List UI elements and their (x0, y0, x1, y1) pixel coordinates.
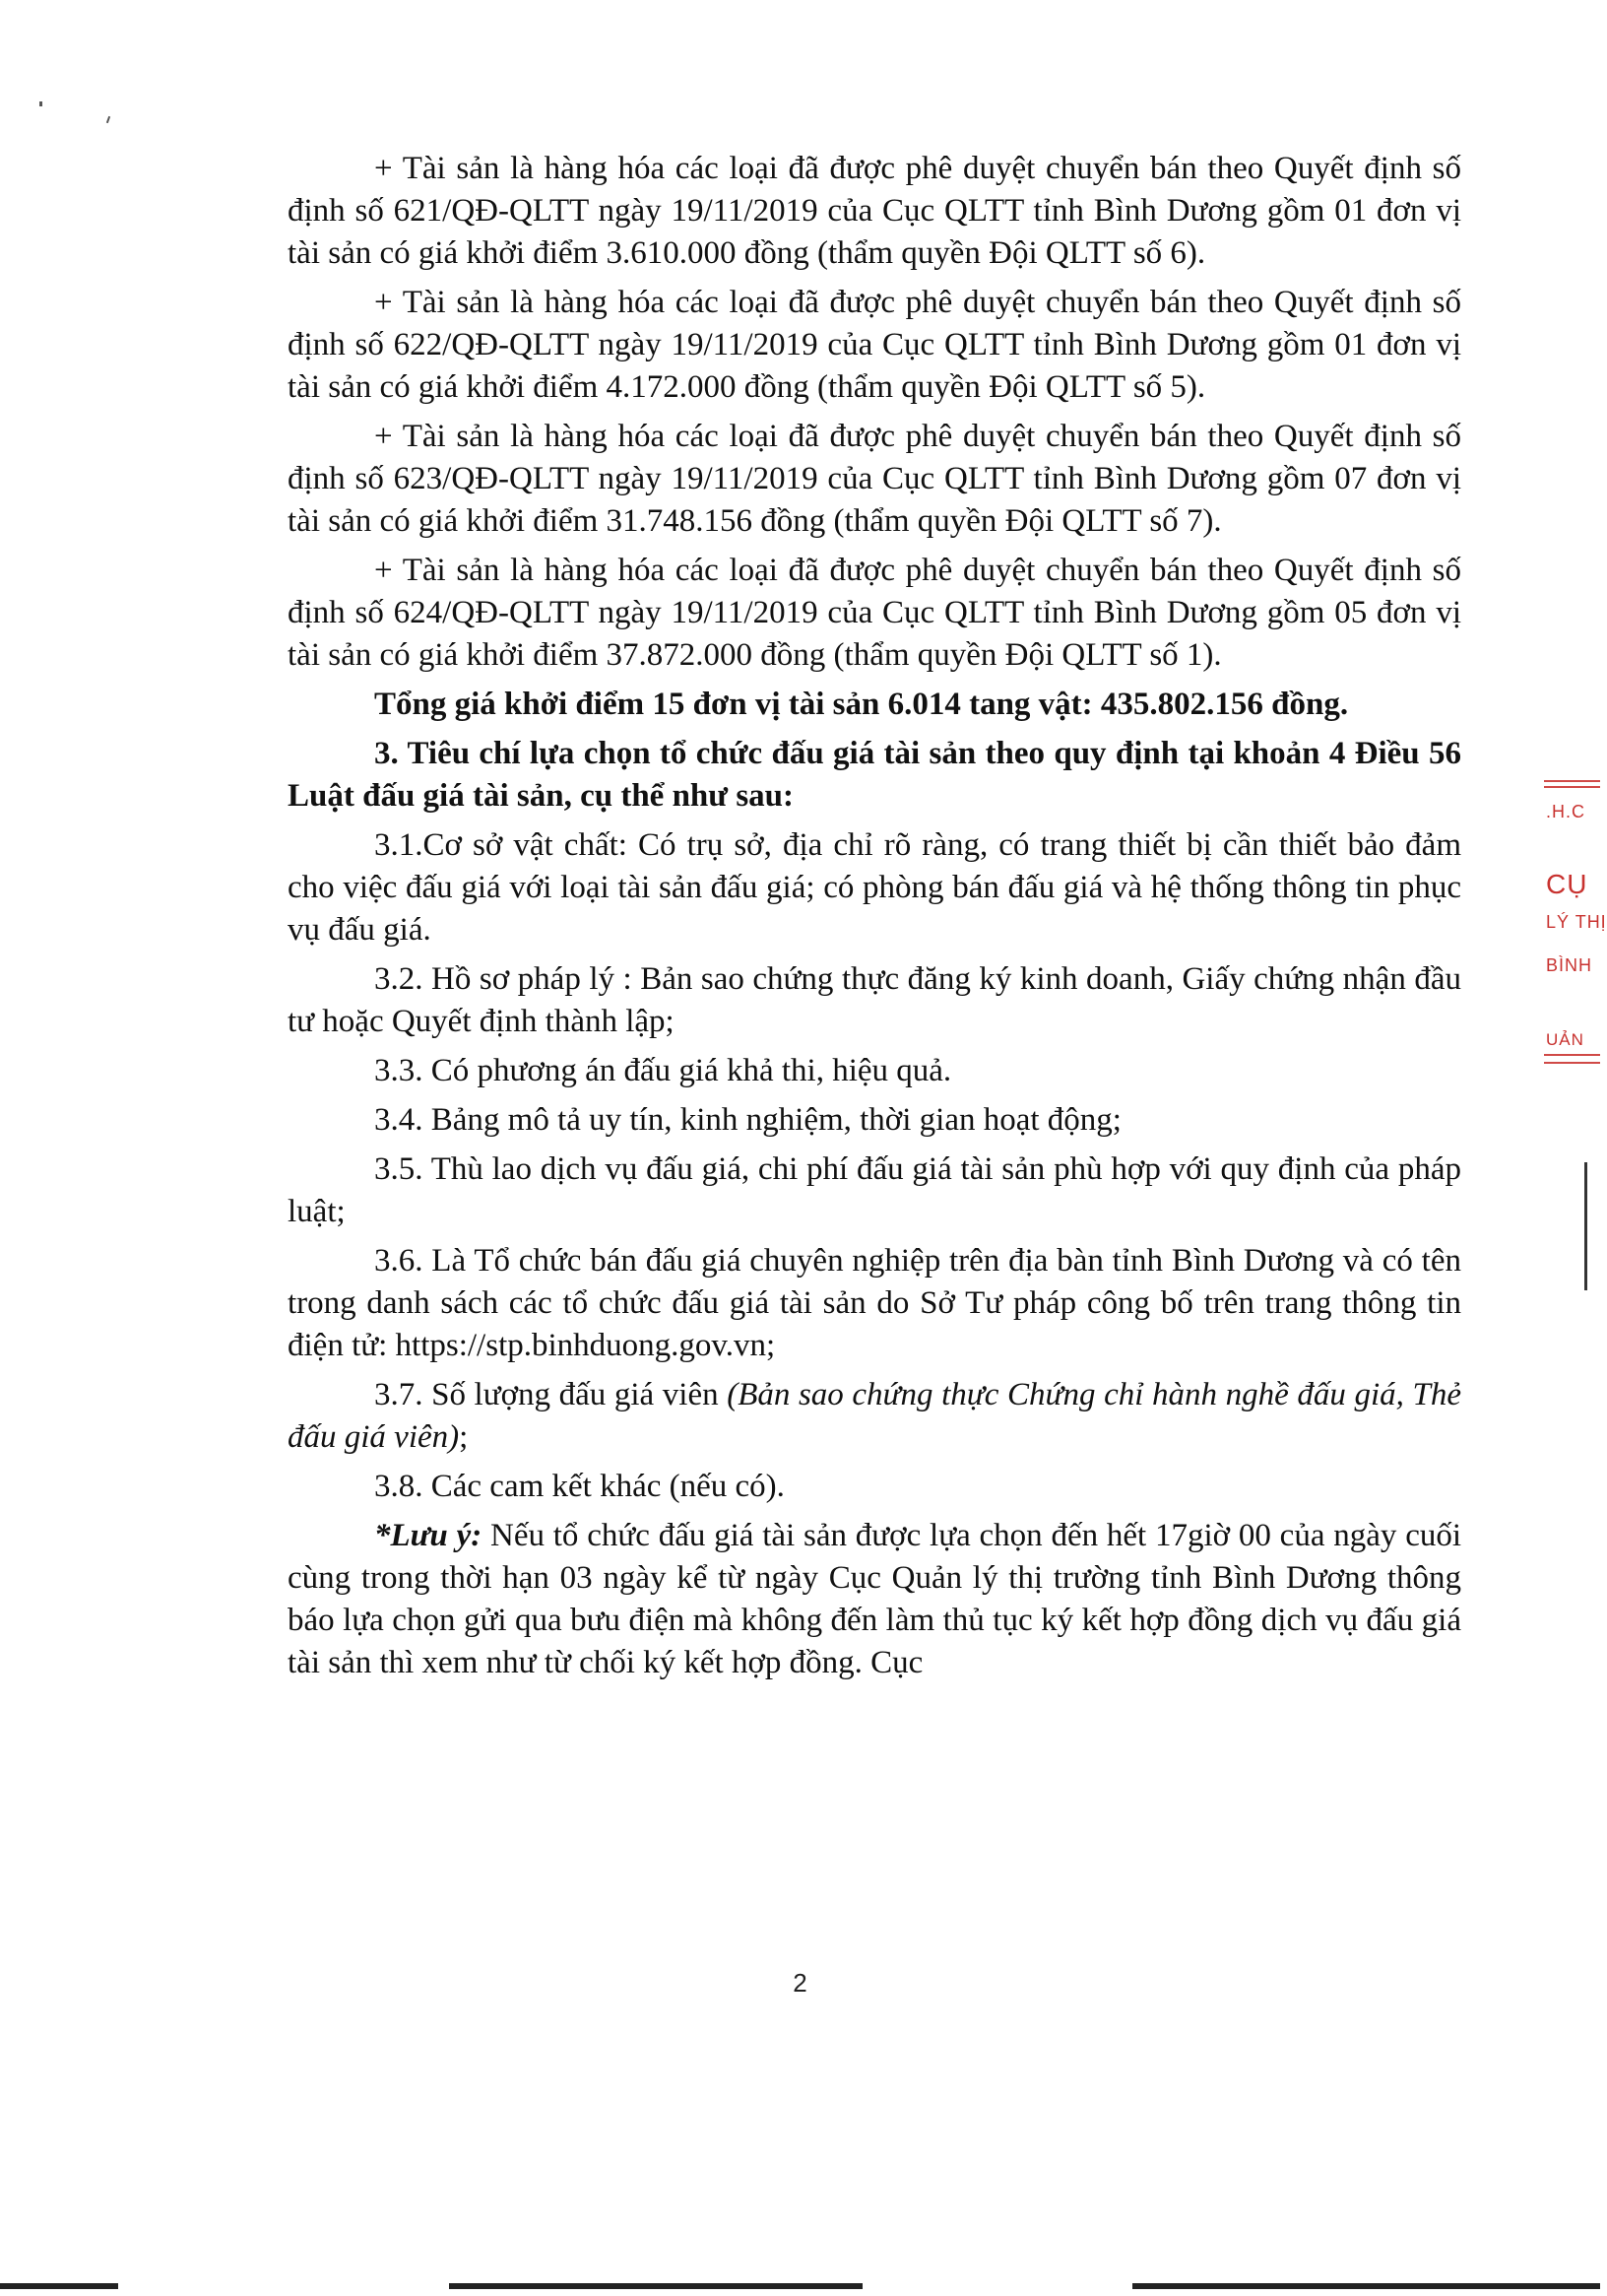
asset-item-622: + Tài sản là hàng hóa các loại đã được phê duyệt chuyển bán theo Quyết định số định số 622/QĐ-QLTT ngày 19/11/2019 của Cục QLTT tỉnh Bình Dương gồm 01 đơn vị tài sản có giá khởi điểm 4.172.000 đồng (thẩm quyền Đội QLTT số 5). (288, 285, 1461, 405)
scan-bottom-bar (449, 2283, 863, 2289)
criteria-3-5: 3.5. Thù lao dịch vụ đấu giá, chi phí đấu giá tài sản phù hợp với quy định của pháp luật; (288, 1151, 1461, 1229)
criteria-3-1: 3.1.Cơ sở vật chất: Có trụ sở, địa chỉ rõ ràng, có trang thiết bị cần thiết bảo đảm cho việc đấu giá với loại tài sản đấu giá; có phòng bán đấu giá và hệ thống thông tin phục vụ đấu giá. (288, 827, 1461, 948)
criteria-3-8: 3.8. Các cam kết khác (nếu có). (374, 1469, 785, 1504)
criteria-3-7-italic: (Bản sao chứng thực Chứng chỉ hành nghề đấu giá, Thẻ đấu giá viên) (288, 1377, 1462, 1455)
stamp-rule (1544, 1062, 1600, 1064)
stamp-text: LÝ THỊ (1546, 912, 1607, 932)
note-text: Nếu tổ chức đấu giá tài sản được lựa chọn đến hết 17giờ 00 của ngày cuối cùng trong thời hạn 03 ngày kể từ ngày Cục Quản lý thị trường tỉnh Bình Dương thông báo lựa chọn gửi qua bưu điện mà không đến làm thủ tục ký kết hợp đồng dịch vụ đấu giá tài sản thì xem như từ chối ký kết hợp đồng. Cục (288, 1518, 1462, 1680)
scan-edge-line (1584, 1162, 1587, 1290)
asset-item-623: + Tài sản là hàng hóa các loại đã được phê duyệt chuyển bán theo Quyết định số định số 623/QĐ-QLTT ngày 19/11/2019 của Cục QLTT tỉnh Bình Dương gồm 07 đơn vị tài sản có giá khởi điểm 31.748.156 đồng (thẩm quyền Đội QLTT số 7). (288, 419, 1461, 539)
stamp-rule (1544, 780, 1600, 782)
criteria-3-3: 3.3. Có phương án đấu giá khả thi, hiệu quả. (374, 1053, 952, 1088)
scan-bottom-bar (0, 2283, 118, 2289)
total-starting-price: Tổng giá khởi điểm 15 đơn vị tài sản 6.014 tang vật: 435.802.156 đồng. (374, 687, 1349, 722)
stamp-rule (1544, 1054, 1600, 1056)
note-label: *Lưu ý: (374, 1518, 482, 1553)
section-heading-criteria: 3. Tiêu chí lựa chọn tổ chức đấu giá tài sản theo quy định tại khoản 4 Điều 56 Luật đấu giá tài sản, cụ thể như sau: (288, 736, 1461, 814)
asset-item-624: + Tài sản là hàng hóa các loại đã được phê duyệt chuyển bán theo Quyết định số định số 624/QĐ-QLTT ngày 19/11/2019 của Cục QLTT tỉnh Bình Dương gồm 05 đơn vị tài sản có giá khởi điểm 37.872.000 đồng (thẩm quyền Đội QLTT số 1). (288, 553, 1461, 673)
page-number: 2 (793, 1968, 807, 1998)
stamp-text: BÌNH (1546, 955, 1593, 975)
note-paragraph (288, 1515, 1461, 1684)
criteria-3-4: 3.4. Bảng mô tả uy tín, kinh nghiệm, thời gian hoạt động; (374, 1102, 1122, 1138)
criteria-3-7 (288, 1374, 1461, 1459)
stamp-text: .H.C (1546, 802, 1585, 821)
red-stamp-fragment (1532, 778, 1607, 1074)
scan-bottom-bar (1132, 2283, 1600, 2289)
document-body (288, 148, 1461, 1691)
criteria-3-7-tail: ; (459, 1419, 469, 1455)
scan-mark (39, 101, 42, 106)
criteria-3-2: 3.2. Hồ sơ pháp lý : Bản sao chứng thực đăng ký kinh doanh, Giấy chứng nhận đầu tư hoặc Quyết định thành lập; (288, 961, 1461, 1039)
criteria-3-6: 3.6. Là Tổ chức bán đấu giá chuyên nghiệp trên địa bàn tỉnh Bình Dương và có tên trong danh sách các tổ chức đấu giá tài sản do Sở Tư pháp công bố trên trang thông tin điện tử: https://stp.binhduong.gov.vn; (288, 1243, 1461, 1363)
stamp-rule (1544, 786, 1600, 788)
scan-mark (106, 116, 110, 123)
stamp-text: CỤ (1546, 869, 1588, 899)
stamp-text: UẢN (1546, 1030, 1584, 1049)
criteria-3-7-lead: 3.7. Số lượng đấu giá viên (374, 1377, 728, 1412)
asset-item-621: + Tài sản là hàng hóa các loại đã được phê duyệt chuyển bán theo Quyết định số định số 621/QĐ-QLTT ngày 19/11/2019 của Cục QLTT tỉnh Bình Dương gồm 01 đơn vị tài sản có giá khởi điểm 3.610.000 đồng (thẩm quyền Đội QLTT số 6). (288, 151, 1461, 271)
